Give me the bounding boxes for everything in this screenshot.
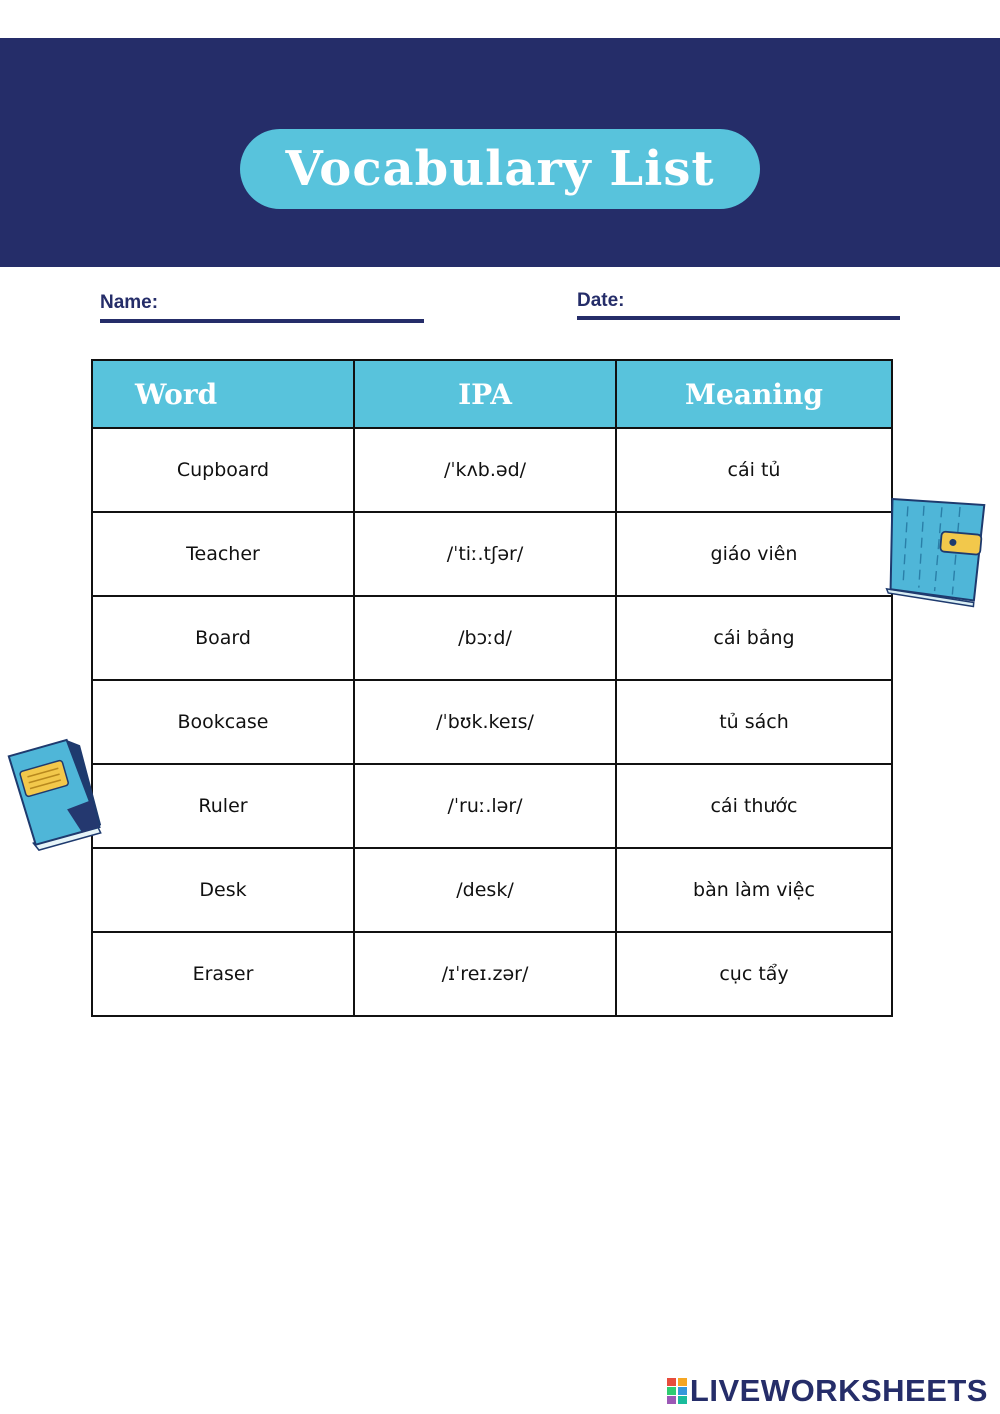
book-icon	[4, 738, 102, 854]
logo-mark-icon	[667, 1378, 687, 1404]
table-row	[92, 596, 892, 680]
meaning-cell: cục tẩy	[616, 932, 892, 1016]
notebook-icon	[880, 495, 992, 609]
table-row	[92, 680, 892, 764]
liveworksheets-logo	[667, 1373, 988, 1409]
header-word: Word	[92, 360, 354, 428]
meaning-cell: giáo viên	[616, 512, 892, 596]
title-pill	[240, 129, 760, 209]
word-cell: Desk	[92, 848, 354, 932]
name-label: Name:	[100, 292, 159, 313]
word-cell: Ruler	[92, 764, 354, 848]
ipa-cell: /ˈtiː.tʃər/	[354, 512, 616, 596]
word-cell: Bookcase	[92, 680, 354, 764]
table-row	[92, 428, 892, 512]
date-field-line[interactable]	[577, 316, 900, 320]
meaning-cell: tủ sách	[616, 680, 892, 764]
table-row	[92, 932, 892, 1016]
meaning-cell: cái thước	[616, 764, 892, 848]
word-cell: Board	[92, 596, 354, 680]
word-cell: Teacher	[92, 512, 354, 596]
table-row	[92, 512, 892, 596]
ipa-cell: /ˈbʊk.keɪs/	[354, 680, 616, 764]
header-meaning: Meaning	[616, 360, 892, 428]
logo-text: LIVEWORKSHEETS	[689, 1373, 988, 1408]
ipa-cell: /ɪˈreɪ.zər/	[354, 932, 616, 1016]
meaning-cell: bàn làm việc	[616, 848, 892, 932]
meaning-cell: cái bảng	[616, 596, 892, 680]
table-header-row	[92, 360, 892, 428]
ipa-cell: /desk/	[354, 848, 616, 932]
ipa-cell: /ˈkʌb.əd/	[354, 428, 616, 512]
table-row	[92, 764, 892, 848]
name-field-line[interactable]	[100, 319, 424, 323]
ipa-cell: /ˈruː.lər/	[354, 764, 616, 848]
word-cell: Cupboard	[92, 428, 354, 512]
page-title: Vocabulary List	[285, 141, 715, 197]
word-cell: Eraser	[92, 932, 354, 1016]
vocabulary-table	[91, 359, 893, 1017]
ipa-cell: /bɔːd/	[354, 596, 616, 680]
header-ipa: IPA	[354, 360, 616, 428]
table-row	[92, 848, 892, 932]
meaning-cell: cái tủ	[616, 428, 892, 512]
date-label: Date:	[577, 290, 625, 311]
